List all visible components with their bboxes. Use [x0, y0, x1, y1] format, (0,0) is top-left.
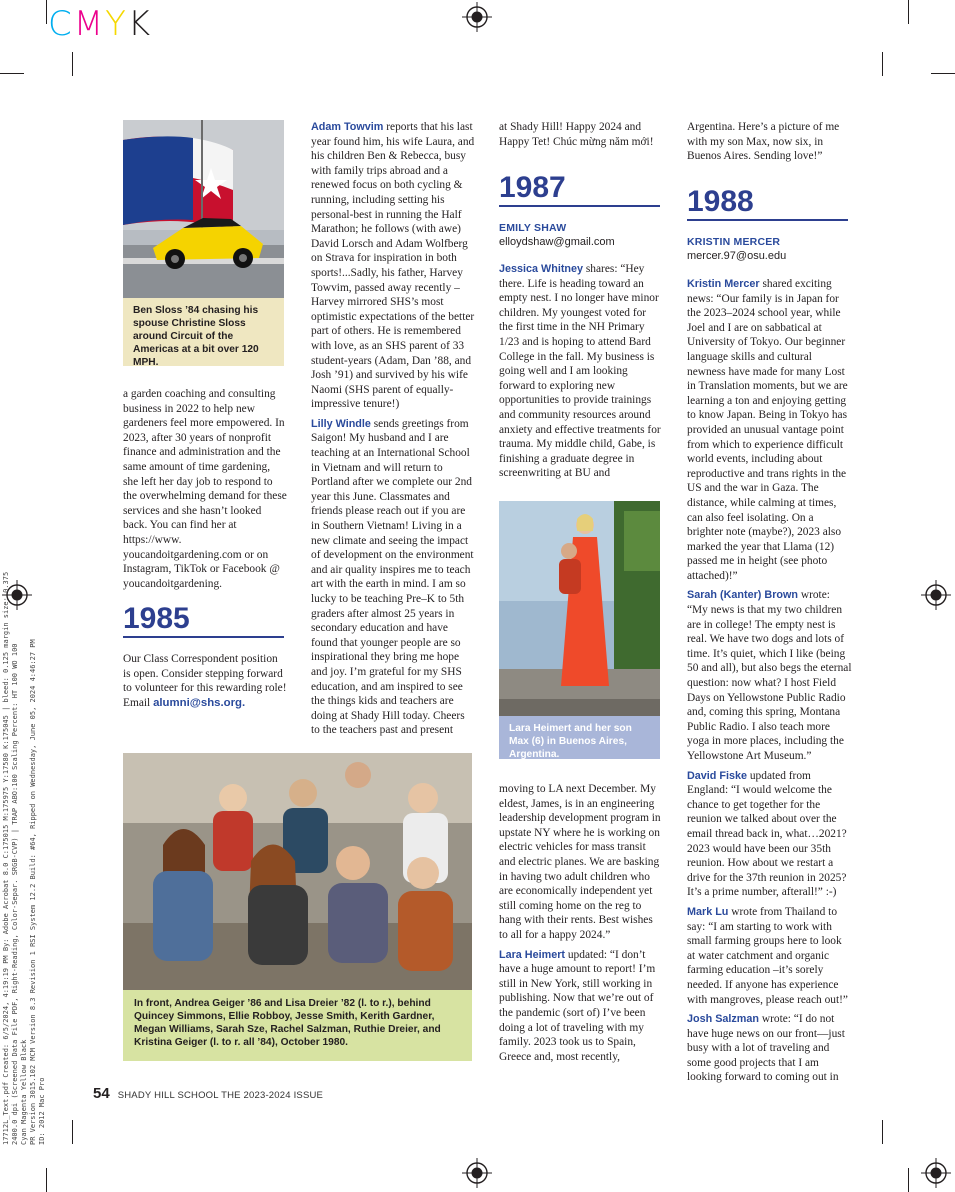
registration-mark-icon [921, 1158, 951, 1188]
race-car-image [123, 120, 284, 298]
crop-mark [72, 1120, 73, 1144]
column-1-text [123, 387, 288, 596]
body-paragraph [687, 1012, 852, 1085]
crop-mark [931, 73, 955, 74]
alumni-name: Mark Lu [687, 905, 729, 918]
cmyk-k: K [127, 4, 153, 44]
body-paragraph [311, 120, 476, 412]
alumni-name: Kristin Mercer [687, 278, 760, 290]
alumni-name: David Fiske [687, 769, 748, 782]
body-text: shared exciting news: “Our family is in Japan for the 2023–2024 school year, while Joel and I are on sabbatical at University of Tokyo. Our beginner language skills and cultural newness have made for many Lost in Translation moments, but we are learning a ton and enjoying getting to know Japan. Being in Tokyo has provided an unusual vantage point from which to experience difficult world events, including about reproductive and trans rights in the US and the war in Gaza. The distance, while calming at times, can also feel isolating. On a brighter note (maybe?), 2023 also marked the year that Llama (12) passed me in height (see photo attached)!” [687, 278, 848, 582]
caption-text: Lara Heimert and her son Max (6) in Buenos Aires, Argentina. [509, 723, 632, 760]
body-paragraph: a garden coaching and consulting business in 2022 to help new gardeners feel more empowered. In 2023, after 30 years of nonprofit finance and administration and the same amount of time gardening, she left her day job to respond to the overwhelming demand for these services and she hasn’t looked back. You can find her at https://www. youcandoitgardening.com or on Instagram, TikTok or Facebook @ youcandoitgardening. [123, 388, 287, 590]
body-paragraph: Argentina. Here’s a picture of me with my son Max, now six, in Buenos Aires. Sending love!” [687, 121, 840, 163]
registration-mark-icon [921, 580, 951, 610]
body-paragraph [499, 948, 661, 1065]
body-text: wrote from Thailand to say: “I am starting to work with small farming groups here to look at water catchment and organic farming education –it’s sorely needed. If anyone has experience with mangroves, please reach out!” [687, 905, 848, 1006]
caption-text: In front, Andrea Geiger ’86 and Lisa Dreier ’82 (l. to r.), behind Quincey Simmons, Ellie Robboy, Jesse Smith, Kerith Gardner, Megan Williams, Sarah Sze, Rachel Salzman, Ruthie Dreier, and Kristina Geiger (l. to r. all ’84), October 1980. [134, 998, 441, 1048]
alumni-name: Lara Heimert [499, 948, 566, 961]
page-number: 54 [93, 1085, 110, 1102]
column-3-text [499, 262, 661, 486]
crop-mark [72, 52, 73, 76]
class-year-1987: 1987 [499, 171, 566, 204]
group-photo-image [123, 753, 472, 990]
caption-text: Ben Sloss ’84 chasing his spouse Christine Sloss around Circuit of the Americas at a bit over 120 MPH. [133, 305, 259, 368]
body-paragraph [687, 277, 852, 583]
body-paragraph: moving to LA next December. My eldest, James, is in an engineering leadership development program in upstate NY where he is working on electric vehicles for mass transit and electric planes. We are basking in having two adult children who are economically independent yet still coming home on the reg to hang with their rents. Best wishes to all for a happy 2024.” [499, 783, 661, 941]
column-4-top-text [687, 120, 852, 169]
race-car-photo-caption [123, 298, 284, 366]
body-text: sends greetings from Saigon! My husband and I are teaching at an International School in Vietnam and will return to Portland after we complete our 2nd year this June. Classmates and friends please reach out if you are in Southern Vietnam! Living in a new climate and seeing the impact of development on the environment and air quality inspires me to teach art with the earth in mind. I am so lucky to be teaching Pre–K to 5th graders after almost 25 years in secondary education and have found that younger people are so inspirational they bring me hope and joy. I’m grateful for my SHS education, and am inspired to see the things kids and teachers are doing at Shady Hill today. Cheers to the teachers past and present [311, 417, 474, 737]
crop-mark [0, 73, 24, 74]
body-paragraph [311, 417, 476, 738]
registration-mark-icon [462, 1158, 492, 1188]
group-photo-caption [123, 990, 472, 1061]
cmyk-m: M [73, 4, 106, 44]
crop-mark [908, 0, 909, 24]
printer-slug [2, 265, 47, 1145]
class-year-1985: 1985 [123, 602, 190, 635]
lara-heimert-image [499, 501, 660, 716]
year-divider [499, 205, 660, 207]
cmyk-color-mark [48, 4, 152, 44]
race-car-photo [123, 120, 284, 298]
body-paragraph [687, 769, 852, 900]
registration-mark-icon [462, 2, 492, 32]
class-correspondent-email[interactable]: mercer.97@osu.edu [687, 250, 787, 262]
slug-line: 17712L_Text.pdf Created: 6/5/2024, 4:19:19 PM By: Adobe Acrobat 8.0 C:175015 M:175975 Y:17580 K:175045 | bleed: 0.125 margin size: 0.375 [2, 571, 10, 1145]
alumni-name: Josh Salzman [687, 1013, 760, 1026]
column-1-1985-text [123, 652, 288, 715]
body-text: updated: “I don’t have a huge amount to report! I’m still in New York, still working in publishing. Now that we’re out of the pandemic (sort of) I’ve been doing a lot of traveling with my family. 2023 took us to Spain, Greece and, most recently, [499, 948, 656, 1063]
alumni-email-link[interactable]: alumni@shs.org. [153, 696, 246, 709]
body-paragraph: at Shady Hill! Happy 2024 and Happy Tet! Chúc mừng năm mới! [499, 121, 654, 148]
body-paragraph [687, 588, 852, 763]
class-year-1988: 1988 [687, 185, 754, 218]
alumni-name: Lilly Windle [311, 417, 371, 430]
page-footer [93, 1085, 323, 1103]
body-paragraph [499, 262, 661, 481]
class-correspondent-name: EMILY SHAW [499, 222, 567, 234]
column-3-bottom-text [499, 782, 661, 1069]
body-text: Our Class Correspondent position is open. Consider stepping forward to volunteer for this rewarding role! Email [123, 653, 287, 709]
body-paragraph [687, 905, 852, 1007]
slug-line: Cyan Magenta Yellow Black [20, 1039, 28, 1145]
crop-mark [882, 52, 883, 76]
column-4-text [687, 277, 852, 1090]
year-divider [687, 219, 848, 221]
body-text: wrote: “My news is that my two children are in college! The empty nest is real. We have two dogs and lots of time. It’s quiet, which I like (being 50 and all), but also begs the eternal question: now what? I host Field Days on Yellowstone Public Radio and, coming this spring, Montana Public Radio. I also teach more yoga in more places, including the Yellowstone Art Museum.” [687, 589, 852, 762]
slug-line: 2400.0 dpi (Screened Data File PDF, Right-Reading, Color-Separ. SRGB-CVP) | TRAP ABO:100 Scaling Percent: HT 100 WO 100 [11, 643, 19, 1145]
body-paragraph [123, 652, 288, 710]
cmyk-y: Y [105, 4, 128, 44]
class-correspondent-name: KRISTIN MERCER [687, 236, 781, 248]
body-text: updated from England: “I would welcome the chance to get together for the reunion we talked about over the email thread back in, what…2021? 2023 would have been our 35th reunion. How about we restart a drive for the 37th reunion in 2025? It’s a prime number, afterall!” :-) [687, 769, 847, 899]
crop-mark [882, 1120, 883, 1144]
alumni-name: Adam Towvim [311, 121, 384, 133]
crop-mark [46, 1168, 47, 1192]
class-correspondent-email[interactable]: elloydshaw@gmail.com [499, 236, 615, 248]
lara-heimert-photo-caption [499, 716, 660, 759]
slug-line: ID: 2012 Mac Pro [38, 1077, 46, 1145]
alumni-name: Sarah (Kanter) Brown [687, 589, 798, 602]
year-divider [123, 636, 284, 638]
publication-name: SHADY HILL SCHOOL THE 2023-2024 ISSUE [117, 1090, 324, 1101]
body-text: shares: “Hey there. Life is heading toward an empty nest. I no longer have minor children. My youngest voted for the first time in the NH Primary 1/23 and is hoping to attend Bard College in the fall. My business is going well and I am looking forward to exploring new opportunities to provide trainings and community resources around anxiety and effective treatments for trauma. My middle child, Gabe, is finishing a graduate degree in screenwriting at BU and [499, 263, 661, 480]
crop-mark [46, 0, 47, 24]
column-3-top-text [499, 120, 661, 154]
crop-mark [908, 1168, 909, 1192]
cmyk-c: C [48, 4, 74, 44]
body-text: wrote: “I do not have huge news on our front—just busy with a lot of traveling and some good projects that I am looking forward to coming out in [687, 1013, 845, 1084]
column-2-text [311, 120, 476, 743]
body-text: reports that his last year found him, his wife Laura, and his children Ben & Rebecca, busy with family trips abroad and a renewed focus on both cycling & running, including setting his personal-best in running the Half Marathon; he follows (with awe) David Lorsch and Adam Wolfberg on Strava for inspiration in both sports!...Sadly, his father, Harvey Towvim, passed away recently – Harvey mirrored SHS’s most optimistic expectations of the better part of others. He is remembered with love, as an SHS parent of 33 student-years (Adam, Dan ’88, and Josh ’91) and survived by his wife Naomi (SHS parent of equally-impressive tenure!) [311, 121, 475, 411]
slug-line: PR Version 3015.102 MCM Version 8.3 Revision 1 RSI System 12.2 Build: #64, Ripped on Wednesday, June 05, 2024 4:46:27 PM [29, 639, 37, 1145]
group-photo [123, 753, 472, 990]
alumni-name: Jessica Whitney [499, 263, 584, 275]
lara-heimert-photo [499, 501, 660, 716]
